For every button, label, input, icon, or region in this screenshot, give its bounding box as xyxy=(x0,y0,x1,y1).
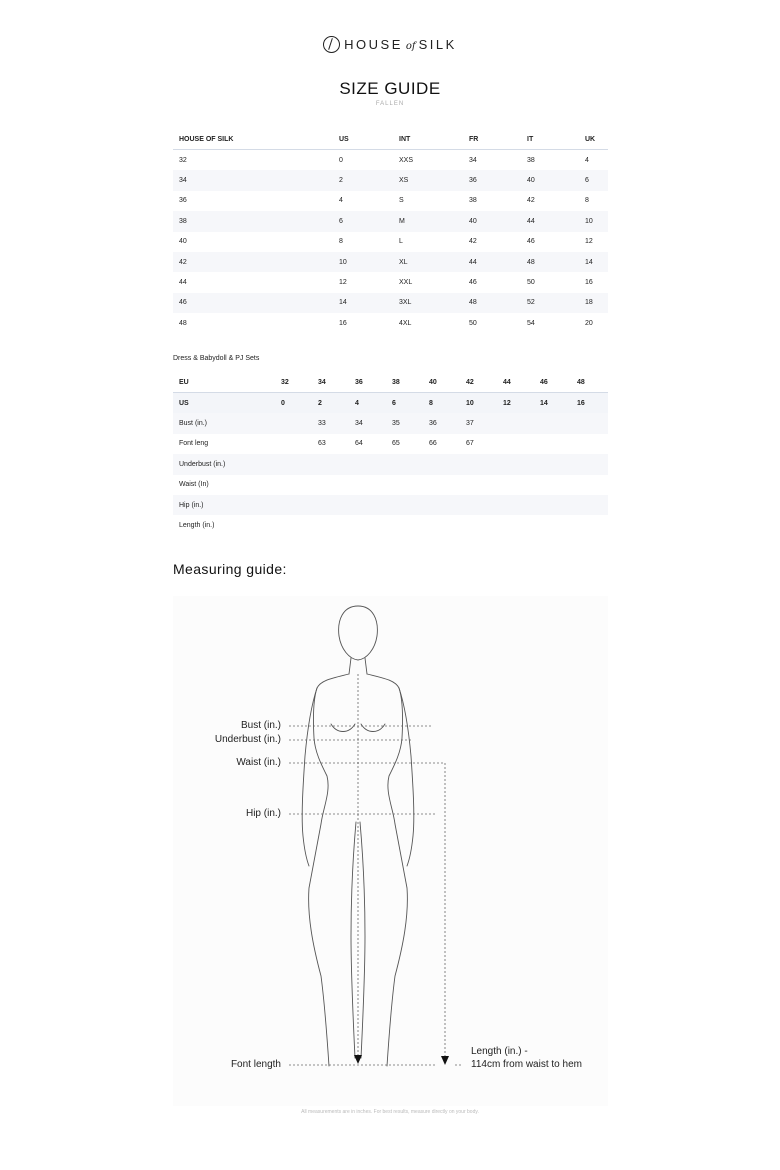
table-cell xyxy=(312,475,349,495)
table-cell: 0 xyxy=(339,156,343,164)
table-cell xyxy=(571,434,608,454)
table-cell: 42 xyxy=(469,238,477,246)
col-header: 38 xyxy=(386,373,423,393)
table-cell: 20 xyxy=(585,319,593,327)
table-cell: 40 xyxy=(179,238,187,246)
table-row xyxy=(173,211,608,231)
table-cell xyxy=(460,495,497,515)
table-cell: Bust (in.) xyxy=(173,413,275,433)
table-cell: 63 xyxy=(318,440,326,448)
table-cell: 0 xyxy=(275,393,312,414)
left-arm-outline xyxy=(302,688,317,866)
table-cell: 34 xyxy=(173,170,333,190)
table-cell xyxy=(534,454,571,474)
table-cell xyxy=(460,454,497,474)
font-length-label: Font length xyxy=(230,1059,281,1070)
table-cell xyxy=(423,454,460,474)
length-label-line1: Length (in.) - xyxy=(471,1046,528,1057)
table-cell: Underbust (in.) xyxy=(173,454,275,474)
table-cell: 42 xyxy=(173,252,333,272)
table-caption: Dress & Babydoll & PJ Sets xyxy=(173,355,260,362)
table-cell xyxy=(349,475,386,495)
table-row xyxy=(173,293,608,313)
table-cell xyxy=(460,475,497,495)
table-cell: 14 xyxy=(579,252,608,272)
col-header: 32 xyxy=(275,373,312,393)
table-cell xyxy=(497,515,534,535)
table-cell: 10 xyxy=(579,211,608,231)
table-cell: 40 xyxy=(463,211,521,231)
col-header: IT xyxy=(521,130,579,150)
table-cell: Hip (in.) xyxy=(173,495,275,515)
table-cell xyxy=(497,454,534,474)
table-cell xyxy=(571,495,608,515)
table-row xyxy=(173,495,608,515)
table-cell: 18 xyxy=(579,293,608,313)
measurement-table xyxy=(173,373,608,536)
table-cell: Font leng xyxy=(179,440,209,448)
brand-part1: HOUSE xyxy=(344,37,403,52)
table-cell: 46 xyxy=(527,238,535,246)
col-header: 34 xyxy=(312,373,349,393)
col-header: 46 xyxy=(534,373,571,393)
table-cell: XS xyxy=(393,170,463,190)
table-cell xyxy=(386,475,423,495)
page-subtitle: FALLEN xyxy=(375,101,405,107)
table-cell xyxy=(349,495,386,515)
table-cell: XXL xyxy=(399,279,413,287)
table-header-row xyxy=(173,373,608,393)
table-cell xyxy=(534,413,571,433)
table-cell: 6 xyxy=(333,211,393,231)
brand-part2: of xyxy=(405,41,416,52)
table-cell: 3XL xyxy=(393,293,463,313)
table-cell xyxy=(497,495,534,515)
table-cell: 16 xyxy=(571,393,608,414)
table-cell xyxy=(497,434,534,454)
brand-mark-icon xyxy=(323,36,340,53)
table-cell: Waist (In) xyxy=(179,481,209,489)
table-cell: 48 xyxy=(463,293,521,313)
table-cell: 38 xyxy=(527,156,535,164)
front-length-arrow-icon xyxy=(354,1055,362,1064)
table-cell xyxy=(534,495,571,515)
table-row xyxy=(173,434,608,454)
table-cell: M xyxy=(393,211,463,231)
table-cell: L xyxy=(399,238,403,246)
table-cell: 10 xyxy=(460,393,497,414)
table-cell: 6 xyxy=(386,393,423,414)
table-cell: 36 xyxy=(423,413,460,433)
head-outline xyxy=(339,606,378,660)
col-header: 40 xyxy=(423,373,460,393)
col-header: 44 xyxy=(497,373,534,393)
footer-note: All measurements are in inches. For best results, measure directly on your body. xyxy=(301,1109,479,1115)
table-cell: 50 xyxy=(469,319,477,327)
table-cell: 16 xyxy=(339,319,347,327)
table-row xyxy=(173,454,608,474)
table-cell: 46 xyxy=(469,279,477,287)
table-cell: 34 xyxy=(349,413,386,433)
table-cell: Length (in.) xyxy=(179,522,215,530)
table-cell xyxy=(349,454,386,474)
table-row xyxy=(173,393,608,414)
table-cell: 33 xyxy=(312,413,349,433)
right-arm-outline xyxy=(399,688,414,866)
table-cell xyxy=(275,495,312,515)
page-title: SIZE GUIDE xyxy=(339,79,441,98)
table-cell xyxy=(312,454,349,474)
table-cell: 64 xyxy=(355,440,363,448)
table-cell: 14 xyxy=(534,393,571,414)
table-cell xyxy=(312,515,349,535)
table-cell: 38 xyxy=(173,211,333,231)
length-arrow-icon xyxy=(441,1056,449,1065)
bust-label: Bust (in.) xyxy=(240,720,281,731)
brand-logo xyxy=(0,36,780,53)
table-cell xyxy=(534,515,571,535)
table-cell: 10 xyxy=(333,252,393,272)
table-row xyxy=(173,170,608,190)
table-cell: 8 xyxy=(585,197,589,205)
table-row xyxy=(173,272,608,292)
table-cell: 12 xyxy=(339,279,347,287)
table-cell: 38 xyxy=(469,197,477,205)
table-cell xyxy=(386,454,423,474)
col-header: FR xyxy=(463,130,521,150)
table-cell: 16 xyxy=(585,279,593,287)
table-cell xyxy=(571,454,608,474)
table-cell xyxy=(571,475,608,495)
table-cell: 44 xyxy=(521,211,579,231)
size-conversion-table xyxy=(173,130,608,334)
underbust-label: Underbust (in.) xyxy=(214,734,281,745)
table-cell xyxy=(423,475,460,495)
table-cell xyxy=(275,454,312,474)
length-label-line2: 114cm from waist to hem xyxy=(471,1059,582,1070)
col-header: UK xyxy=(579,130,608,150)
col-header: 42 xyxy=(460,373,497,393)
table-cell: 66 xyxy=(429,440,437,448)
table-cell: XL xyxy=(393,252,463,272)
table-cell xyxy=(423,495,460,515)
table-cell xyxy=(497,475,534,495)
table-cell: 48 xyxy=(179,319,187,327)
table-cell: 12 xyxy=(585,238,593,246)
col-header: HOUSE OF SILK xyxy=(173,130,333,150)
table-cell: 14 xyxy=(333,293,393,313)
table-cell: XXS xyxy=(399,156,414,164)
table-cell: 40 xyxy=(521,170,579,190)
table-cell: 37 xyxy=(460,413,497,433)
table-cell: 44 xyxy=(179,279,187,287)
table-cell xyxy=(312,495,349,515)
body-right-outline xyxy=(367,674,407,1066)
table-row xyxy=(173,191,608,211)
table-row xyxy=(173,475,608,495)
col-header: EU xyxy=(173,373,275,393)
hip-label: Hip (in.) xyxy=(245,808,281,819)
table-row xyxy=(173,252,608,272)
table-cell: 2 xyxy=(312,393,349,414)
table-cell: 36 xyxy=(463,170,521,190)
waist-label: Waist (in.) xyxy=(236,757,281,768)
table-cell xyxy=(275,434,312,454)
table-cell: 2 xyxy=(333,170,393,190)
table-cell: 65 xyxy=(392,440,400,448)
table-cell xyxy=(571,515,608,535)
table-cell: 32 xyxy=(179,156,187,164)
table-cell: 52 xyxy=(521,293,579,313)
table-cell: 12 xyxy=(497,393,534,414)
table-cell: S xyxy=(399,197,404,205)
table-cell xyxy=(275,515,312,535)
table-cell xyxy=(460,515,497,535)
table-cell xyxy=(534,434,571,454)
table-row xyxy=(173,413,608,433)
col-header: US xyxy=(333,130,393,150)
table-row xyxy=(173,232,608,252)
table-cell: 34 xyxy=(469,156,477,164)
table-cell xyxy=(497,413,534,433)
table-cell: 8 xyxy=(339,238,343,246)
table-cell: 48 xyxy=(521,252,579,272)
table-row xyxy=(173,150,608,171)
table-cell: 50 xyxy=(527,279,535,287)
table-cell: 42 xyxy=(527,197,535,205)
table-cell: 35 xyxy=(386,413,423,433)
table-cell: 44 xyxy=(463,252,521,272)
table-cell: 36 xyxy=(179,197,187,205)
col-header: INT xyxy=(393,130,463,150)
table-cell xyxy=(275,413,312,433)
col-header: 48 xyxy=(571,373,608,393)
table-cell xyxy=(349,515,386,535)
table-cell: 4 xyxy=(339,197,343,205)
table-cell xyxy=(386,515,423,535)
table-cell xyxy=(534,475,571,495)
table-cell xyxy=(571,413,608,433)
table-cell: 67 xyxy=(466,440,474,448)
table-cell: 4XL xyxy=(399,319,412,327)
table-cell: 46 xyxy=(173,293,333,313)
table-cell xyxy=(275,475,312,495)
table-cell: 4 xyxy=(585,156,589,164)
table-row xyxy=(173,515,608,535)
table-header-row xyxy=(173,130,608,150)
measuring-guide-heading: Measuring guide: xyxy=(173,561,287,577)
table-cell xyxy=(386,495,423,515)
measuring-figure xyxy=(173,596,608,1106)
table-cell: 8 xyxy=(423,393,460,414)
table-cell: US xyxy=(173,393,275,414)
table-cell: 54 xyxy=(527,319,535,327)
body-outline-illustration xyxy=(173,596,608,1106)
body-left-outline xyxy=(309,674,349,1066)
table-cell: 4 xyxy=(349,393,386,414)
col-header: 36 xyxy=(349,373,386,393)
table-cell: 6 xyxy=(579,170,608,190)
table-cell xyxy=(423,515,460,535)
brand-part3: SILK xyxy=(418,37,457,52)
table-row xyxy=(173,313,608,333)
